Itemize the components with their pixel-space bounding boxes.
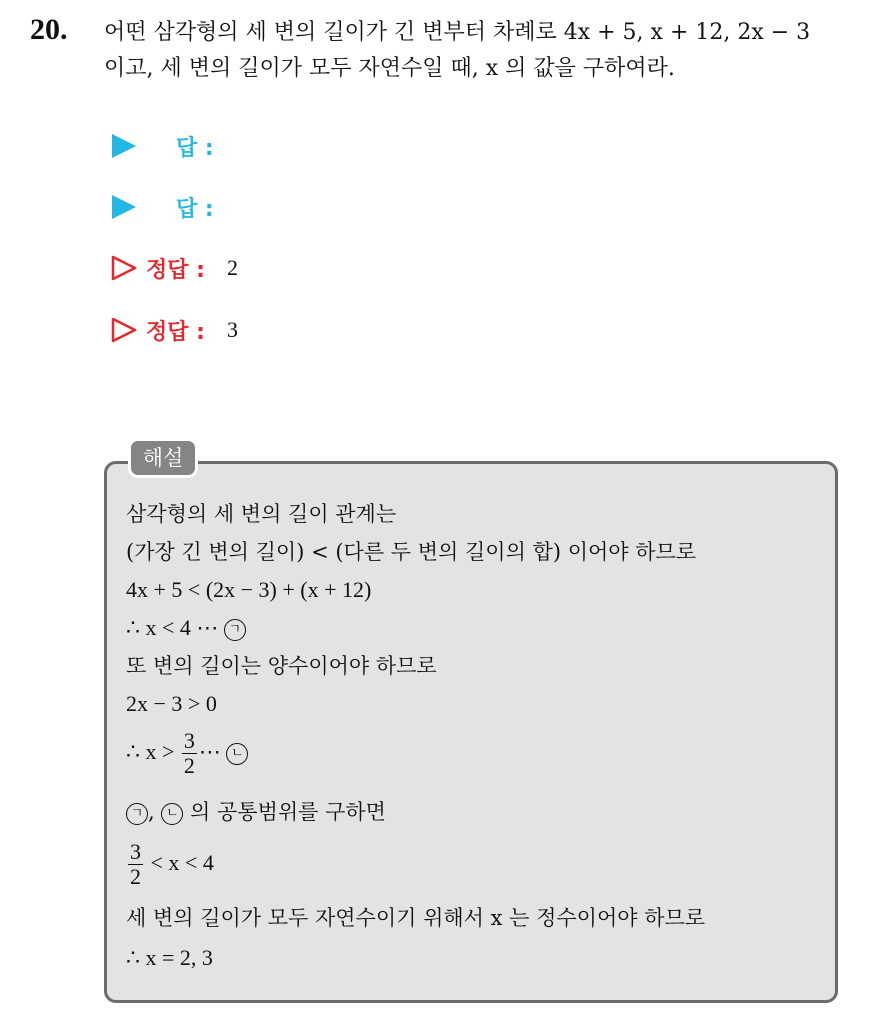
solution-tag: 해설 — [128, 438, 198, 478]
marker-nieun: ㄴ — [226, 743, 248, 765]
fraction-denominator: 2 — [183, 753, 195, 779]
answer-row-1 — [110, 126, 236, 166]
fraction-numerator: 3 — [130, 839, 141, 865]
correct-answer-label: 정답 : — [146, 319, 205, 345]
solution-line-4-text: ∴ x < 4 ⋯ — [126, 615, 219, 640]
outline-triangle-icon — [110, 316, 138, 344]
solution-line-9 — [126, 835, 214, 891]
correct-answer-row-1 — [110, 248, 238, 288]
solution-line-11: ∴ x = 2, 3 — [126, 945, 213, 970]
solution-line-8 — [126, 797, 386, 827]
question-text — [104, 15, 874, 87]
correct-answer-value: 3 — [226, 317, 238, 342]
play-triangle-icon — [112, 134, 136, 158]
fraction-three-halves — [182, 729, 197, 778]
marker-nieun: ㄴ — [161, 803, 183, 825]
marker-giyeok: ㄱ — [126, 803, 148, 825]
solution-line-8-text: 의 공통범위를 구하면 — [183, 800, 386, 824]
marker-giyeok: ㄱ — [224, 619, 246, 641]
solution-line-10: 세 변의 길이가 모두 자연수이기 위해서 x 는 정수이어야 하므로 — [126, 906, 706, 930]
correct-answer-label: 정답 : — [146, 257, 205, 283]
solution-line-7 — [126, 724, 248, 780]
solution-line-5: 또 변의 길이는 양수이어야 하므로 — [126, 654, 437, 678]
fraction-three-halves — [128, 840, 143, 889]
question-number: 20. — [30, 13, 68, 46]
solution-line-1: 삼각형의 세 변의 길이 관계는 — [126, 502, 397, 526]
solution-line-6: 2x − 3 > 0 — [126, 691, 217, 716]
question-line-2: 이고, 세 변의 길이가 모두 자연수일 때, x 의 값을 구하여라. — [104, 56, 675, 81]
play-triangle-icon — [112, 195, 136, 219]
answer-row-2 — [110, 187, 236, 227]
answer-label: 답 : — [176, 135, 214, 161]
fraction-denominator: 2 — [130, 864, 141, 890]
outline-triangle-icon — [110, 254, 138, 282]
solution-line-7-tail: ⋯ — [198, 739, 221, 764]
solution-line-7-text: ∴ x > — [126, 739, 175, 764]
correct-answer-value: 2 — [226, 255, 238, 280]
solution-line-8-sep: , — [148, 800, 162, 824]
solution-line-9-text: < x < 4 — [150, 850, 214, 875]
correct-answer-row-2 — [110, 310, 238, 350]
solution-line-4 — [126, 613, 246, 643]
answer-label: 답 : — [176, 196, 214, 222]
question-line-1: 어떤 삼각형의 세 변의 길이가 긴 변부터 차례로 4x + 5, x + 12, 2x − 3 — [104, 20, 811, 45]
solution-line-3: 4x + 5 < (2x − 3) + (x + 12) — [126, 577, 372, 602]
fraction-numerator: 3 — [183, 728, 195, 754]
solution-line-2: (가장 긴 변의 길이) < (다른 두 변의 길이의 합) 이어야 하므로 — [126, 540, 697, 564]
